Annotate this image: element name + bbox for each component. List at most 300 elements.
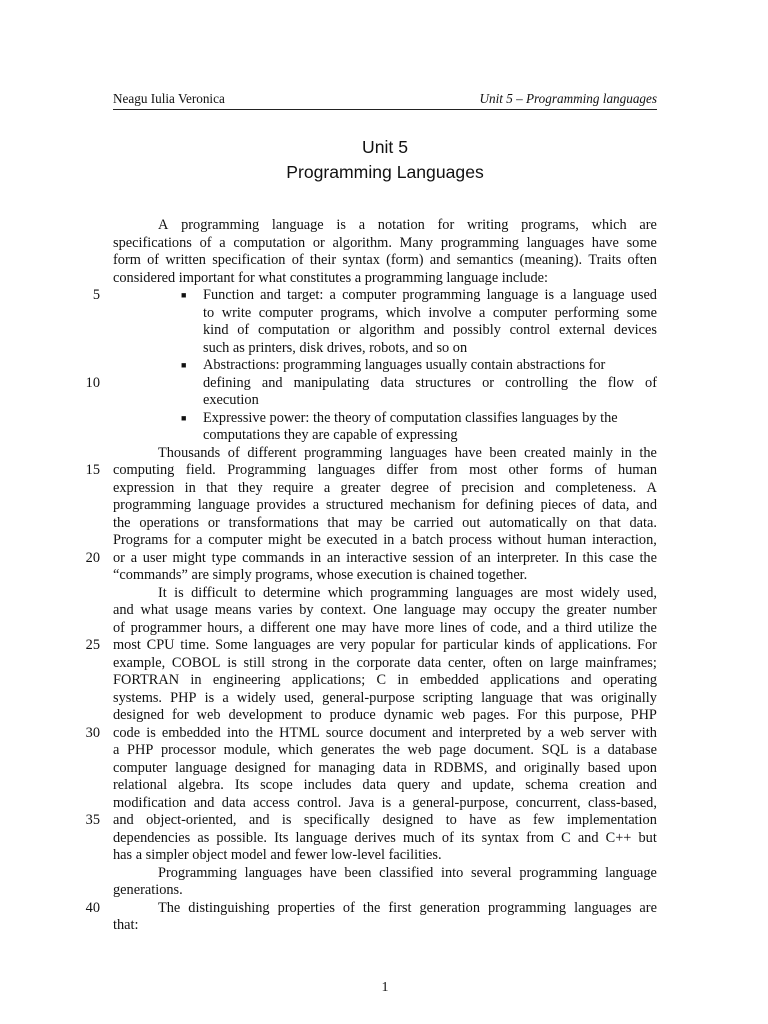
word: one xyxy=(315,619,336,636)
word: which xyxy=(591,217,627,233)
word: and xyxy=(440,777,462,793)
word: of xyxy=(291,252,304,268)
word: used, xyxy=(627,584,657,601)
word: automatically xyxy=(489,514,568,531)
word: or xyxy=(312,234,325,251)
text-line xyxy=(113,585,657,603)
word: implementation xyxy=(566,812,657,828)
word: may xyxy=(341,619,367,636)
word: query xyxy=(397,777,430,793)
text-line xyxy=(113,690,657,708)
word: and xyxy=(113,812,134,828)
word: general-purpose, xyxy=(412,794,509,811)
word: they xyxy=(237,479,263,496)
text-line xyxy=(113,900,657,918)
word: is xyxy=(146,724,156,741)
text-line xyxy=(203,287,657,305)
word: still xyxy=(243,654,266,671)
word: languages xyxy=(526,234,585,251)
word: data xyxy=(380,374,405,391)
header-unit: Unit 5 – Programming languages xyxy=(479,91,657,106)
word: languages xyxy=(389,444,448,461)
word: scope xyxy=(260,777,293,793)
word: of xyxy=(459,549,472,566)
word: different xyxy=(247,444,297,461)
word: and xyxy=(636,777,657,793)
word: write xyxy=(221,304,252,321)
word: embedded xyxy=(161,724,221,741)
word: Thousands xyxy=(158,444,221,461)
word: language xyxy=(295,829,348,846)
word: that xyxy=(327,514,349,531)
word: of xyxy=(227,444,240,461)
word: the xyxy=(639,549,657,566)
word: structured xyxy=(325,497,384,513)
word: to xyxy=(203,304,215,321)
word: varies xyxy=(258,602,293,618)
word: written xyxy=(165,252,206,268)
word: possible. xyxy=(216,829,268,846)
word: are xyxy=(520,584,538,601)
word: upon xyxy=(628,759,657,776)
bullet-icon: ■ xyxy=(181,290,187,300)
word: PHP xyxy=(127,742,154,758)
word: which xyxy=(385,304,421,321)
text-line xyxy=(113,812,657,830)
page-title xyxy=(113,135,657,185)
text-line xyxy=(113,777,657,795)
word: of xyxy=(147,252,160,268)
word: C xyxy=(561,829,571,846)
line-number: 30 xyxy=(85,724,100,741)
word: PHP xyxy=(170,689,197,706)
word: in xyxy=(414,759,426,776)
word: few xyxy=(532,812,555,828)
word: and xyxy=(636,497,657,513)
word: was xyxy=(570,689,594,706)
word: C xyxy=(376,672,387,688)
word: computer xyxy=(113,759,168,776)
word: an xyxy=(326,549,341,566)
word: field. xyxy=(185,462,216,478)
word: other xyxy=(508,462,538,478)
word: Java xyxy=(348,794,375,811)
word: algebra. xyxy=(178,777,224,793)
word: One xyxy=(373,602,397,618)
word: programming xyxy=(370,584,449,601)
word: their xyxy=(309,252,337,268)
text-line xyxy=(113,322,657,340)
word: operating xyxy=(602,672,657,688)
word: as xyxy=(197,829,210,846)
word: most xyxy=(545,584,574,601)
word: is xyxy=(281,812,292,828)
word: a xyxy=(312,497,320,513)
line-number: 35 xyxy=(85,812,100,828)
word: Its xyxy=(234,777,250,793)
word: is xyxy=(227,654,237,671)
word: determine xyxy=(263,584,321,601)
text-line: computations they are capable of expressing xyxy=(203,427,458,443)
word: control. xyxy=(297,794,342,811)
word: the xyxy=(639,619,657,636)
word: modification xyxy=(113,794,187,811)
word: of xyxy=(342,899,355,916)
word: of xyxy=(113,619,125,636)
word: designed xyxy=(382,812,434,828)
word: or xyxy=(207,514,220,531)
word: and xyxy=(113,602,134,618)
word: from xyxy=(429,462,458,478)
word: occupy xyxy=(493,602,536,618)
word: the xyxy=(382,742,400,758)
text-line: Expressive power: the theory of computation classifies languages by the xyxy=(203,409,618,426)
word: out xyxy=(462,514,481,531)
word: an xyxy=(477,549,491,566)
word: much xyxy=(402,829,435,846)
word: controlling xyxy=(505,374,569,391)
word: the xyxy=(639,444,657,461)
word: languages xyxy=(455,584,514,601)
word: in xyxy=(620,444,632,461)
word: for xyxy=(462,497,480,513)
text-line: that: xyxy=(113,917,139,933)
line-number: 5 xyxy=(92,287,100,303)
word: and xyxy=(260,287,281,303)
word: C++ xyxy=(605,829,632,846)
word: have xyxy=(454,444,482,461)
word: differ xyxy=(386,462,419,478)
text-line xyxy=(113,655,657,673)
word: programming xyxy=(181,217,260,233)
word: RDBMS, xyxy=(433,759,488,776)
word: web xyxy=(441,707,465,723)
word: be xyxy=(391,514,405,531)
word: have xyxy=(591,234,619,251)
word: to xyxy=(445,812,457,828)
body-text xyxy=(113,217,657,935)
word: commands xyxy=(242,549,305,566)
word: for xyxy=(173,532,191,548)
word: first xyxy=(388,899,412,916)
word: language xyxy=(572,287,625,303)
word: is xyxy=(204,689,215,706)
word: a xyxy=(219,234,226,251)
word: on xyxy=(576,514,591,531)
word: performing xyxy=(554,304,620,321)
word: with xyxy=(631,724,657,741)
word: systems. xyxy=(113,689,163,706)
word: language xyxy=(197,497,250,513)
word: is xyxy=(381,794,392,811)
word: programming xyxy=(402,287,481,303)
word: a xyxy=(329,287,336,303)
word: algorithm. xyxy=(332,234,392,251)
word: PHP xyxy=(630,707,657,723)
word: a xyxy=(113,742,120,758)
word: and xyxy=(432,724,453,741)
text-line xyxy=(113,375,657,393)
word: provides xyxy=(256,497,306,513)
word: web xyxy=(560,724,585,741)
word: Traits xyxy=(588,252,622,268)
word: document xyxy=(369,724,426,741)
word: embedded xyxy=(419,672,479,688)
word: greater xyxy=(566,602,607,618)
word: human xyxy=(547,532,587,548)
word: difficult xyxy=(191,584,238,601)
word: strong xyxy=(271,654,308,671)
bullet-item xyxy=(113,357,657,375)
word: and xyxy=(570,672,592,688)
word: in xyxy=(309,549,322,566)
word: corporate xyxy=(356,654,411,671)
text-line xyxy=(113,602,657,620)
word: popular xyxy=(371,637,415,653)
word: center, xyxy=(447,654,487,671)
word: server xyxy=(590,724,626,741)
word: general-purpose xyxy=(322,689,415,706)
word: of xyxy=(199,234,212,251)
word: language xyxy=(486,287,539,303)
word: applications. xyxy=(558,637,632,653)
word: batch xyxy=(412,532,444,548)
text-line xyxy=(113,672,657,690)
word: and xyxy=(423,322,445,338)
word: from xyxy=(526,829,555,846)
word: semantics xyxy=(456,252,514,268)
word: data xyxy=(221,794,246,811)
word: a xyxy=(547,724,555,741)
word: SQL xyxy=(541,742,569,758)
word: control xyxy=(509,322,551,338)
word: the xyxy=(113,514,131,531)
bullet-item xyxy=(113,287,657,305)
bullet-icon: ■ xyxy=(181,412,187,423)
word: have xyxy=(371,619,400,636)
word: languages xyxy=(253,637,311,653)
word: a xyxy=(398,794,405,811)
word: The xyxy=(158,899,181,916)
word: COBOL xyxy=(171,654,221,671)
word: web xyxy=(407,742,432,758)
word: and xyxy=(429,252,451,268)
word: interactive xyxy=(346,549,407,566)
word: language xyxy=(605,864,657,881)
word: are xyxy=(639,217,657,233)
word: different xyxy=(260,619,310,636)
word: process xyxy=(448,532,492,548)
word: and xyxy=(248,812,270,828)
word: widely xyxy=(580,584,620,601)
word: structures xyxy=(415,374,472,391)
word: of xyxy=(540,637,553,653)
word: specifications xyxy=(113,234,192,251)
word: originally xyxy=(524,759,580,776)
title-subject: Programming Languages xyxy=(286,162,484,182)
word: development xyxy=(228,707,303,723)
word: the xyxy=(255,724,273,741)
word: form xyxy=(113,252,141,268)
word: classified xyxy=(379,864,434,881)
word: programming xyxy=(113,497,192,513)
word: computing xyxy=(113,462,175,478)
text-line xyxy=(113,445,657,463)
word: number xyxy=(613,602,657,618)
text-line xyxy=(113,830,657,848)
word: is xyxy=(336,217,346,233)
page-header xyxy=(113,91,657,111)
word: distinguishing xyxy=(188,899,270,916)
word: a xyxy=(552,619,560,636)
bullet-icon: ■ xyxy=(181,360,187,370)
word: a xyxy=(560,287,567,303)
word: and xyxy=(577,829,599,846)
word: code, xyxy=(490,619,521,636)
word: user xyxy=(142,549,167,566)
word: source xyxy=(325,724,364,741)
word: created xyxy=(524,444,566,461)
word: forms xyxy=(549,462,583,478)
word: case xyxy=(609,549,634,566)
word: mechanism xyxy=(390,497,456,513)
word: generates xyxy=(320,742,375,758)
word: applications; xyxy=(291,672,366,688)
word: mainly xyxy=(573,444,613,461)
word: into xyxy=(441,864,464,881)
word: by xyxy=(299,602,314,618)
word: or xyxy=(338,322,351,338)
word: scripting xyxy=(422,689,473,706)
text-line xyxy=(113,217,657,235)
word: used, xyxy=(284,689,315,706)
word: means xyxy=(214,602,252,618)
word: database xyxy=(607,742,657,758)
word: languages xyxy=(244,864,302,881)
text-line xyxy=(113,760,657,778)
word: might xyxy=(172,549,206,566)
word: programs, xyxy=(320,304,379,321)
word: carried xyxy=(413,514,454,531)
word: module, xyxy=(223,742,271,758)
line-number: 10 xyxy=(85,374,100,391)
word: and xyxy=(495,759,517,776)
word: or xyxy=(113,549,125,566)
word: interaction, xyxy=(591,532,657,548)
word: greater xyxy=(340,479,381,496)
text-line xyxy=(113,235,657,253)
word: of xyxy=(583,497,596,513)
word: relational xyxy=(113,777,168,793)
word: designed xyxy=(113,707,164,723)
word: data xyxy=(417,654,442,671)
word: flow xyxy=(607,374,634,391)
text-line xyxy=(113,795,657,813)
line-number: 20 xyxy=(85,549,100,566)
word: (form) xyxy=(386,252,424,268)
word: code xyxy=(113,724,141,741)
word: HTML xyxy=(279,724,320,741)
word: interpreted xyxy=(458,724,522,741)
word: usage xyxy=(175,602,208,618)
word: notation xyxy=(377,217,425,233)
word: defining xyxy=(485,497,534,513)
header-divider xyxy=(113,109,657,110)
line-number: 15 xyxy=(85,462,100,478)
word: the xyxy=(362,899,381,916)
word: languages xyxy=(574,899,632,916)
word: may xyxy=(462,602,488,618)
word: syntax xyxy=(342,252,380,268)
word: CPU xyxy=(146,637,175,653)
word: computation xyxy=(233,234,306,251)
word: more xyxy=(404,619,435,636)
word: processor xyxy=(160,742,216,758)
word: to xyxy=(244,584,256,601)
text-line xyxy=(113,515,657,533)
word: a xyxy=(196,532,203,548)
word: to xyxy=(310,707,322,723)
word: which xyxy=(277,742,313,758)
word: schema xyxy=(525,777,569,793)
word: pages. xyxy=(472,707,510,723)
text-line: generations. xyxy=(113,882,183,898)
word: computer xyxy=(208,532,263,548)
word: specification xyxy=(212,252,286,268)
word: example, xyxy=(113,654,166,671)
word: computer xyxy=(492,304,548,321)
word: writing xyxy=(466,217,509,233)
word: utilize xyxy=(597,619,634,636)
word: data xyxy=(382,759,407,776)
word: the xyxy=(332,654,350,671)
word: the xyxy=(579,374,597,391)
word: in xyxy=(383,532,395,548)
text-line: considered important for what constitutes a programming language include: xyxy=(113,269,548,286)
word: update, xyxy=(472,777,515,793)
word: completeness. xyxy=(555,479,637,496)
word: pieces xyxy=(540,497,577,513)
word: purpose, xyxy=(573,707,623,723)
text-line xyxy=(113,252,657,270)
word: generation xyxy=(419,899,481,916)
word: is xyxy=(544,287,555,303)
word: several xyxy=(471,864,512,881)
word: derives xyxy=(354,829,396,846)
word: but xyxy=(638,829,657,846)
word: and xyxy=(261,374,283,391)
word: often xyxy=(492,654,523,671)
word: object-oriented, xyxy=(146,812,237,828)
word: class-based, xyxy=(588,794,657,811)
text-line: Abstractions: programming languages usually contain abstractions for xyxy=(203,357,606,373)
word: computer xyxy=(258,304,313,321)
text-line xyxy=(113,497,657,515)
word: Its xyxy=(274,829,289,846)
word: of xyxy=(237,322,250,338)
word: language xyxy=(481,689,533,706)
word: of xyxy=(645,374,657,391)
word: type xyxy=(211,549,237,566)
word: and xyxy=(193,794,215,811)
word: the xyxy=(542,602,560,618)
word: web xyxy=(196,707,221,723)
word: or xyxy=(482,374,495,391)
word: specifically xyxy=(303,812,370,828)
word: most xyxy=(469,462,497,478)
word: For xyxy=(517,707,538,723)
text-line xyxy=(113,480,657,498)
